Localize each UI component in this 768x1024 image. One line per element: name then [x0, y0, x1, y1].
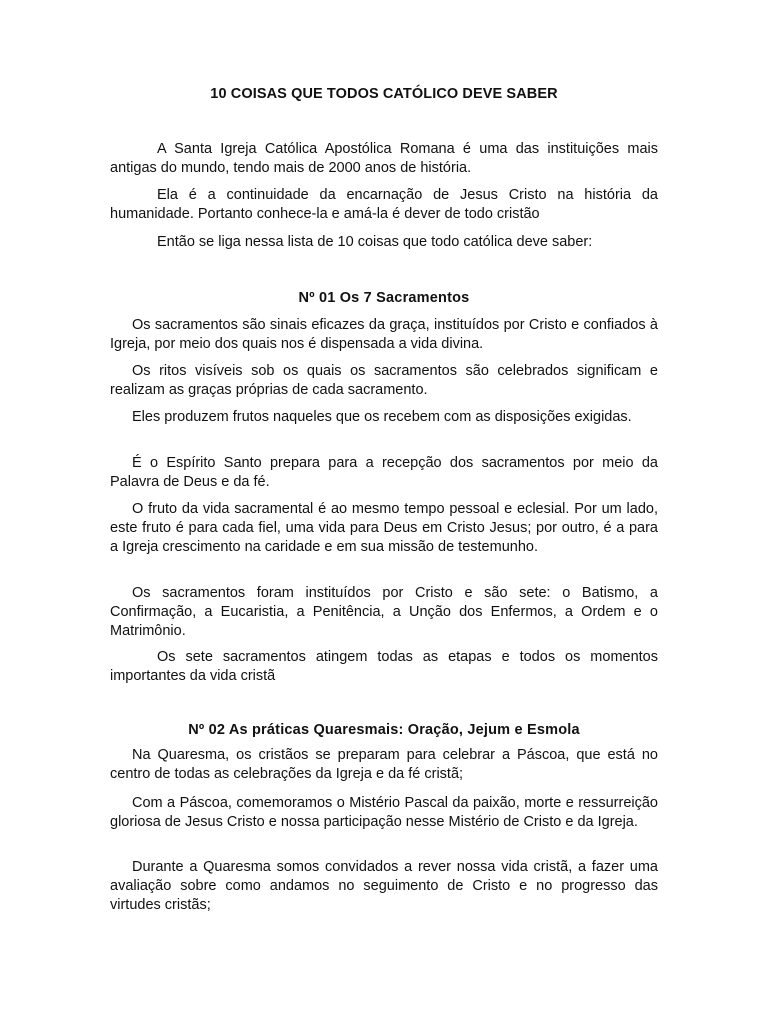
body-paragraph: Durante a Quaresma somos convidados a rever nossa vida cristã, a fazer uma avaliação sobre como andamos no seguimento de Cristo e no progresso das virtudes cristãs;: [110, 859, 658, 913]
section-heading: Nº 02 As práticas Quaresmais: Oração, Jejum e Esmola: [188, 722, 580, 738]
body-paragraph: Os sacramentos são sinais eficazes da graça, instituídos por Cristo e confiados à Igreja, por meio dos quais nos é dispensada a vida divina.: [110, 317, 658, 352]
body-paragraph: Na Quaresma, os cristãos se preparam para celebrar a Páscoa, que está no centro de todas as celebrações da Igreja e da fé cristã;: [110, 747, 658, 782]
body-paragraph: Com a Páscoa, comemoramos o Mistério Pascal da paixão, morte e ressurreição gloriosa de Jesus Cristo e nossa participação nesse Mistério de Cristo e da Igreja.: [110, 795, 658, 830]
body-paragraph: Os ritos visíveis sob os quais os sacramentos são celebrados significam e realizam as graças próprias de cada sacramento.: [110, 363, 658, 398]
intro-paragraph: Então se liga nessa lista de 10 coisas que todo católica deve saber:: [157, 234, 593, 250]
body-paragraph: Eles produzem frutos naqueles que os recebem com as disposições exigidas.: [132, 409, 632, 425]
intro-paragraph: Ela é a continuidade da encarnação de Jesus Cristo na história da humanidade. Portanto conhece-la e amá-la é dever de todo cristão: [110, 187, 658, 222]
document-page: [110, 0, 658, 1024]
body-paragraph: Os sete sacramentos atingem todas as etapas e todos os momentos importantes da vida cristã: [110, 649, 658, 684]
body-paragraph: Os sacramentos foram instituídos por Cristo e são sete: o Batismo, a Confirmação, a Eucaristia, a Penitência, a Unção dos Enfermos, a Ordem e o Matrimônio.: [110, 585, 658, 639]
section-heading: Nº 01 Os 7 Sacramentos: [298, 290, 470, 306]
document-title: 10 COISAS QUE TODOS CATÓLICO DEVE SABER: [210, 86, 558, 102]
body-paragraph: É o Espírito Santo prepara para a recepção dos sacramentos por meio da Palavra de Deus e da fé.: [110, 455, 658, 490]
body-paragraph: O fruto da vida sacramental é ao mesmo tempo pessoal e eclesial. Por um lado, este fruto é para cada fiel, uma vida para Deus em Cristo Jesus; por outro, é a para a Igreja crescimento na caridade e em sua missão de testemunho.: [110, 501, 658, 555]
intro-paragraph: A Santa Igreja Católica Apostólica Romana é uma das instituições mais antigas do mundo, tendo mais de 2000 anos de história.: [110, 141, 658, 176]
